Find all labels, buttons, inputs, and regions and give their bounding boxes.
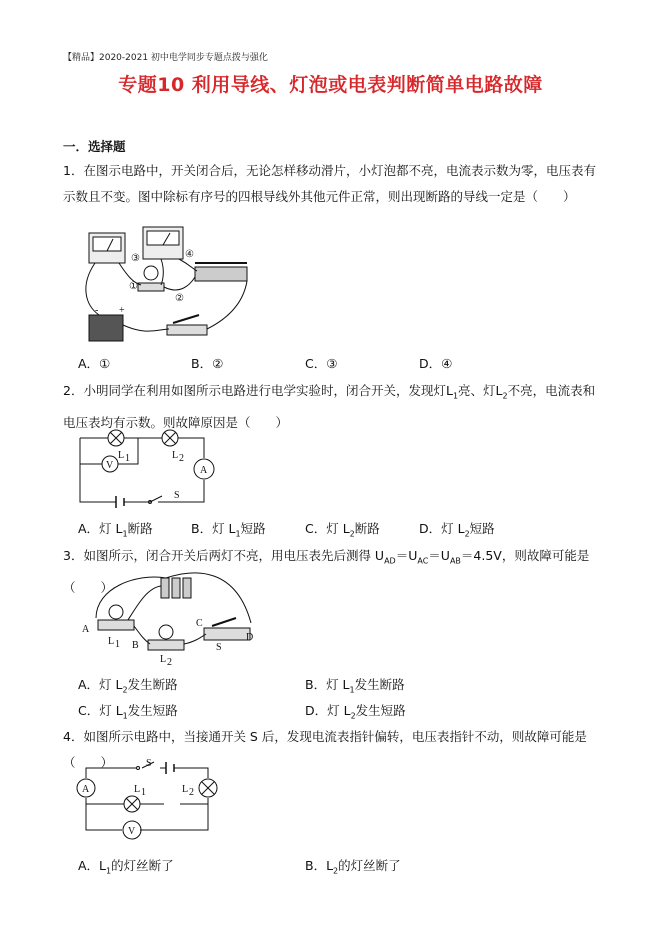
q3-option-d[interactable] [305,701,406,721]
q2-l1-sub: 1 [452,391,459,401]
q1-option-d[interactable]: D．④ [419,356,453,371]
opt-text: D．灯 L [419,521,465,536]
q1-option-b[interactable]: B．② [191,356,224,371]
q4-fig-l2: L [182,784,189,795]
question-2-stem [63,378,603,436]
q3-stem-part: 3．如图所示，闭合开关后两灯不亮，用电压表先后测得 U [63,548,385,563]
opt-sub: 2 [333,866,339,876]
q2-l1: L [445,383,453,398]
opt-text: C．灯 L [305,521,350,536]
opt-text: B．灯 L [305,677,350,692]
q2-stem-part: 2．小明同学在利用如图所示电路进行电学实验时，闭合开关，发现灯 [63,383,446,398]
opt-text: C．灯 L [78,703,123,718]
opt-text: B．L [305,858,334,873]
q3-fig-l2: L [160,654,167,665]
q3-option-c[interactable] [78,701,178,721]
q2-fig-l1: L [118,450,125,461]
q2-fig-l2: L [172,450,179,461]
q2-fig-voltmeter: V [106,460,114,471]
opt-sub: 2 [349,529,355,539]
opt-text: D．灯 L [305,703,351,718]
opt-sub: 1 [235,529,241,539]
question-1-stem: 1．在图示电路中，开关闭合后，无论怎样移动滑片，小灯泡都不亮，电流表示数为零，电压表有示数且不变。图中除标有序号的四根导线外其他元件正常，则出现断路的导线一定是（ ） [63,163,596,204]
q3-fig-b: B [132,640,139,651]
q3-sub: AB [449,556,461,566]
q3-fig-l1-sub: 1 [115,639,120,650]
q2-fig-l2-sub: 2 [179,453,184,464]
q2-option-c[interactable] [305,519,380,539]
opt-sub: 1 [106,866,112,876]
q2-fig-l1-sub: 1 [125,453,130,464]
section-title: 一．选择题 [63,139,126,154]
q3-sub: AD [384,556,396,566]
page-title: 专题10 利用导线、灯泡或电表判断简单电路故障 [118,74,543,96]
q3-stem-part: ＝4.5V，则故障可能是（ ） [63,548,590,595]
opt-sub: 1 [349,685,355,695]
q4-fig-voltmeter: V [128,826,136,837]
question-4-stem: 4．如图所示电路中，当接通开关 S 后，发现电流表指针偏转，电压表指针不动，则故障可能是（ ） [63,729,587,770]
q4-fig-l2-sub: 2 [189,787,194,798]
q4-option-b[interactable] [305,856,401,876]
q1-fig-label: ④ [185,249,194,260]
q1-fig-label: + [119,305,125,316]
opt-sub: 2 [464,529,470,539]
opt-sub: 1 [122,529,128,539]
opt-text: 短路 [469,521,495,536]
q1-option-a[interactable]: A．① [78,356,111,371]
q1-fig-label: ② [175,293,184,304]
opt-text: 的灯丝断了 [111,858,174,873]
opt-text: 短路 [240,521,266,536]
q1-fig-label: ① [129,281,138,292]
opt-text: A．L [78,858,107,873]
q2-option-b[interactable] [191,519,266,539]
opt-text: 断路 [127,521,153,536]
q4-fig-switch: S [146,758,152,769]
opt-text: 发生短路 [355,703,406,718]
q4-fig-l1: L [134,784,141,795]
q3-stem-part: ＝U [395,548,418,563]
question-4-figure [76,758,226,844]
q3-option-b[interactable] [305,675,405,695]
opt-text: B．灯 L [191,521,236,536]
q4-option-a[interactable] [78,856,174,876]
q4-fig-l1-sub: 1 [141,787,146,798]
opt-text: 发生短路 [127,703,178,718]
opt-sub: 1 [122,711,128,721]
opt-text: A．灯 L [78,521,123,536]
q2-fig-switch: S [174,490,180,501]
opt-sub: 2 [122,685,128,695]
q1-fig-label: ③ [131,253,140,264]
q3-option-a[interactable] [78,675,178,695]
q4-fig-ammeter: A [82,784,90,795]
q3-fig-l1: L [108,636,115,647]
opt-sub: 2 [350,711,356,721]
q2-option-a[interactable] [78,519,153,539]
question-3-figure [76,568,266,668]
opt-text: 断路 [354,521,380,536]
opt-text: 发生断路 [127,677,178,692]
q3-fig-l2-sub: 2 [167,657,172,668]
q3-fig-c: C [196,618,203,629]
q1-fig-label: - [95,305,99,316]
question-1-figure [75,225,255,350]
q3-fig-a: A [82,624,90,635]
q2-l2: L [495,383,503,398]
q2-stem-part: 不亮，电流表和电压表均有示数。则故障原因是（ ） [63,383,596,430]
q3-fig-s: S [216,642,222,653]
q2-fig-ammeter: A [200,465,208,476]
document-header-tag: 【精品】2020-2021 初中电学同步专题点拨与强化 [63,53,268,63]
q3-fig-d: D [246,632,254,643]
opt-text: 的灯丝断了 [338,858,401,873]
opt-text: 发生断路 [354,677,405,692]
q2-l2-sub: 2 [502,391,508,401]
opt-text: A．灯 L [78,677,123,692]
q1-option-c[interactable]: C．③ [305,356,338,371]
q3-stem-part: ＝U [428,548,450,563]
q3-sub: AC [417,556,429,566]
question-2-figure [78,428,218,508]
q2-option-d[interactable] [419,519,495,539]
q2-stem-part: 亮、灯 [458,383,496,398]
